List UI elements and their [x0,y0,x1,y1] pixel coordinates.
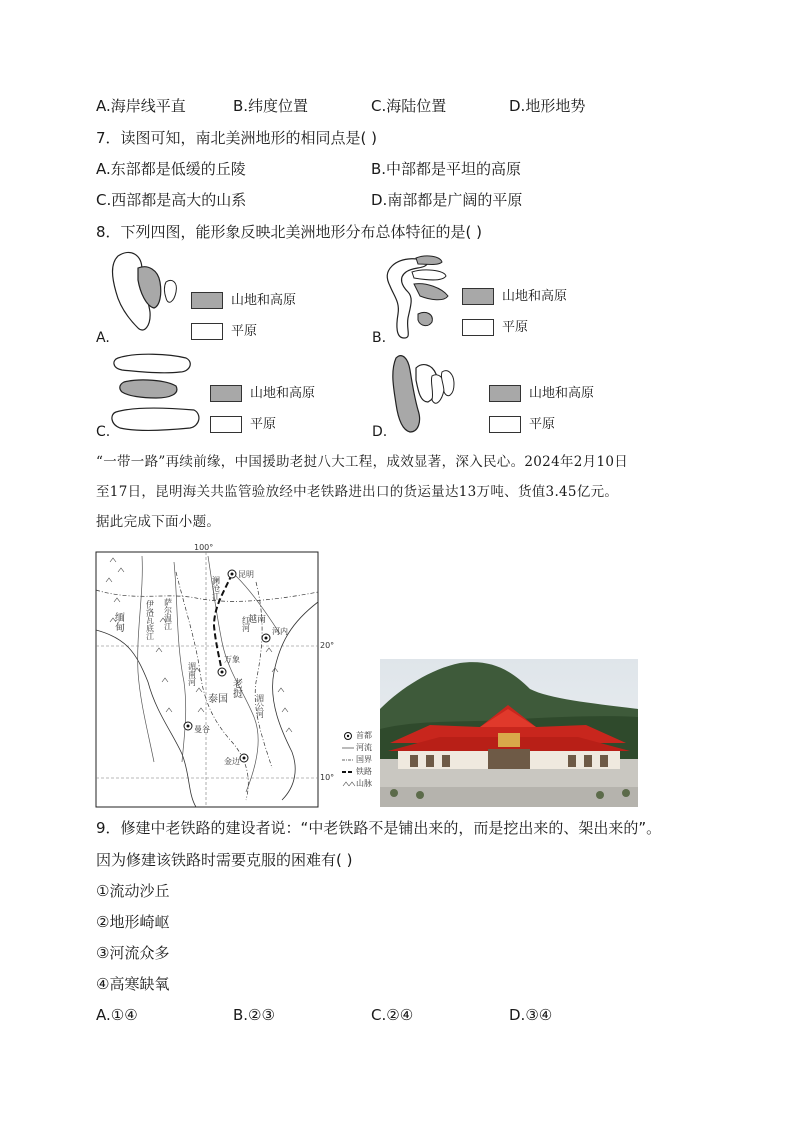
q8-figure-b-label: B. [372,330,387,346]
q8-figure-c [110,352,205,434]
q9-option-d: D.③④ [509,1006,553,1024]
q7-option-a: A.东部都是低缓的丘陵 [96,160,246,178]
q8-d-legend-plain: 平原 [529,417,556,432]
map-place-bangkok: 曼谷 [194,725,210,734]
q8-figure-b [386,252,456,342]
q8-c-legend-plain: 平原 [250,417,277,432]
q8-figure-d [384,352,464,438]
map-legend-border: 国界 [356,755,372,764]
railway-map [96,542,335,810]
q9-item-2: ②地形崎岖 [96,913,170,931]
q6-option-c: C.海陆位置 [371,97,447,115]
q8-d-legend-mountain-swatch [489,385,521,402]
map-place-kunming: 昆明 [238,570,254,579]
q8-figure-d-label: D. [372,424,388,440]
passage-line-1: “一带一路”再续前缘，中国援助老挝八大工程，成效显著，深入民心。2024年2月10日 [96,454,629,470]
q9-item-3: ③河流众多 [96,944,170,962]
map-place-vientiane: 万象 [224,655,240,664]
q8-figure-c-label: C. [96,424,111,440]
map-lon-100: 100° [194,543,214,552]
map-legend-capital: 首都 [356,731,372,740]
q9-stem-line-2: 因为修建该铁路时需要克服的困难有( ) [96,851,353,869]
q9-item-1: ①流动沙丘 [96,882,170,900]
station-photo [380,659,638,807]
map-lat-10: 10° [320,773,335,782]
map-country-myanmar: 缅甸 [112,612,124,632]
map-river-salween: 萨尔温江 [163,598,173,630]
q8-stem: 8．下列四图，能形象反映北美洲地形分布总体特征的是( ) [96,223,483,241]
passage-line-2: 至17日，昆明海关共监管验放经中老铁路进出口的货运量达13万吨、货值3.45亿元。 [96,484,619,500]
q7-option-d: D.南部都是广阔的平原 [371,191,523,209]
q8-figure-a [108,248,188,338]
q9-option-a: A.①④ [96,1006,138,1024]
q7-stem: 7．读图可知，南北美洲地形的相同点是( ) [96,129,378,147]
q9-item-4: ④高寒缺氧 [96,975,170,993]
q8-c-legend-mountain: 山地和高原 [250,386,316,401]
q8-b-legend-mountain: 山地和高原 [502,289,568,304]
q8-c-legend-mountain-swatch [210,385,242,402]
map-river-irrawaddy: 伊洛瓦底江 [145,600,155,640]
map-place-hanoi: 河内 [272,627,288,636]
map-country-laos: 老挝 [230,678,242,698]
q8-b-legend-plain: 平原 [502,320,529,335]
map-legend-river: 河流 [356,743,372,752]
q8-a-legend-plain: 平原 [231,324,258,339]
q8-d-legend-mountain: 山地和高原 [529,386,595,401]
q8-figure-a-label: A. [96,330,110,346]
q9-option-c: C.②④ [371,1006,414,1024]
map-river-chaophraya: 湄南河 [187,662,197,686]
q8-a-legend-mountain-swatch [191,292,223,309]
q6-option-a: A.海岸线平直 [96,97,186,115]
map-legend-railway: 铁路 [356,767,372,776]
q6-option-d: D.地形地势 [509,97,586,115]
q8-a-legend-mountain: 山地和高原 [231,293,297,308]
q8-c-legend-plain-swatch [210,416,242,433]
map-river-honghe: 红河 [241,616,251,632]
map-river-lancang: 澜沧江 [211,576,221,600]
map-river-mekong: 湄公河 [255,694,265,718]
map-legend-mountain: 山脉 [356,779,372,788]
map-country-thailand: 泰国 [208,694,228,705]
map-country-vietnam: 越南 [248,615,267,625]
q8-b-legend-mountain-swatch [462,288,494,305]
q8-a-legend-plain-swatch [191,323,223,340]
map-place-phnompenh: 金边 [224,757,240,766]
q6-option-b: B.纬度位置 [233,97,309,115]
q9-stem-line-1: 9．修建中老铁路的建设者说：“中老铁路不是铺出来的，而是挖出来的、架出来的”。 [96,819,662,837]
q8-d-legend-plain-swatch [489,416,521,433]
map-lat-20: 20° [320,641,335,650]
q7-option-b: B.中部都是平坦的高原 [371,160,522,178]
passage-line-3: 据此完成下面小题。 [96,514,221,530]
q9-option-b: B.②③ [233,1006,275,1024]
q8-b-legend-plain-swatch [462,319,494,336]
q7-option-c: C.西部都是高大的山系 [96,191,247,209]
